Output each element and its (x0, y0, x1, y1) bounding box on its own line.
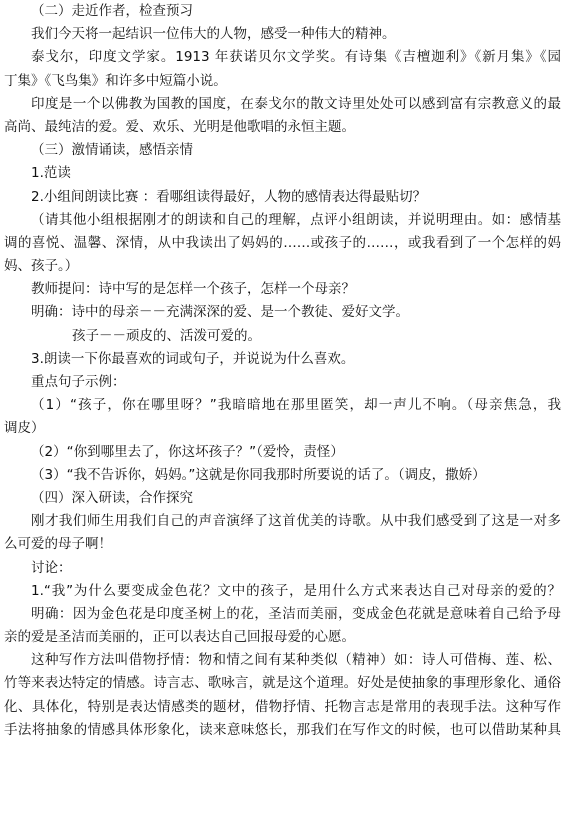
text-line: 泰戈尔，印度文学家。1913 年获诺贝尔文学奖。有诗集《吉檀迦利》《新月集》《园 (31, 49, 561, 66)
text-line: 重点句子示例： (31, 374, 126, 390)
text-line: （请其他小组根据刚才的朗读和自己的理解，点评小组朗读，并说明理由。如：感情基 (31, 211, 561, 228)
text-line: 高尚、最纯洁的爱。爱、欢乐、光明是他歌唱的永恒主题。 (4, 118, 355, 135)
text-line: 手法将抽象的情感具体形象化，读来意味悠长，那我们在写作文的时候，也可以借助某种具 (4, 721, 561, 738)
text-line: 亲的爱是圣洁而美丽的，正可以表达自己回报母爱的心愿。 (4, 629, 355, 646)
section-heading-2: （二）走近作者，检查预习 (31, 3, 193, 19)
text-line: 化、具体化，特别是表达情感类的题材，借物抒情、托物言志是常用的表现手法。这种写作 (4, 698, 561, 715)
text-line: 明确：因为金色花是印度圣树上的花，圣洁而美丽，变成金色花就是意味着自己给予母 (31, 605, 561, 622)
text-line: 孩子－－顽皮的、活泼可爱的。 (72, 327, 261, 344)
text-line: 3.朗读一下你最喜欢的词或句子，并说说为什么喜欢。 (31, 350, 355, 367)
text-line: 印度是一个以佛教为国教的国度，在泰戈尔的散文诗里处处可以感到富有宗教意义的最 (31, 95, 561, 112)
section-heading-4: （四）深入研读，合作探究 (31, 489, 193, 506)
text-line: （3）“我不告诉你，妈妈。”这就是你同我那时所要说的话了。（调皮，撒娇） (31, 466, 486, 483)
text-line: （2）“你到哪里去了，你这坏孩子？”（爱怜，责怪） (31, 443, 344, 460)
text-line: 刚才我们师生用我们自己的声音演绎了这首优美的诗歌。从中我们感受到了这是一对多 (31, 513, 561, 530)
text-line: 么可爱的母子啊！ (4, 536, 112, 553)
text-line: 教师提问：诗中写的是怎样一个孩子，怎样一个母亲？ (31, 281, 355, 298)
text-line: 调皮） (4, 420, 45, 437)
text-line: 1.“我”为什么要变成金色花？文中的孩子，是用什么方式来表达自己对母亲的爱的？ (31, 582, 561, 599)
section-heading-3: （三）激情诵读，感悟亲情 (31, 142, 193, 159)
text-line: （1）“孩子，你在哪里呀？”我暗暗地在那里匿笑，却一声儿不响。（母亲焦急，我 (31, 397, 561, 414)
text-line: 丁集》《飞鸟集》和许多中短篇小说。 (4, 72, 227, 89)
text-line: 我们今天将一起结识一位伟大的人物，感受一种伟大的精神。 (31, 26, 396, 43)
text-line: 2.小组间朗读比赛 ：看哪组读得最好，人物的感情表达得最贴切？ (31, 188, 427, 205)
text-line: 竹等来表达特定的情感。诗言志、歌咏言，就是这个道理。好处是使抽象的事理形象化、通俗 (4, 675, 561, 692)
text-line: 妈、孩子。） (4, 258, 79, 275)
text-line: 这种写作方法叫借物抒情：物和情之间有某种类似（精神）如：诗人可借梅、莲、松、 (31, 652, 561, 669)
text-line: 调的喜悦、温馨、深情，从中我读出了妈妈的……或孩子的……，或我看到了一个怎样的妈 (4, 234, 561, 251)
text-line: 明确：诗中的母亲－－充满深深的爱、是一个教徒、爱好文学。 (31, 304, 409, 321)
text-line: 讨论： (31, 559, 72, 576)
text-line: 1.范读 (31, 165, 71, 182)
lesson-plan-document (4, 0, 561, 742)
